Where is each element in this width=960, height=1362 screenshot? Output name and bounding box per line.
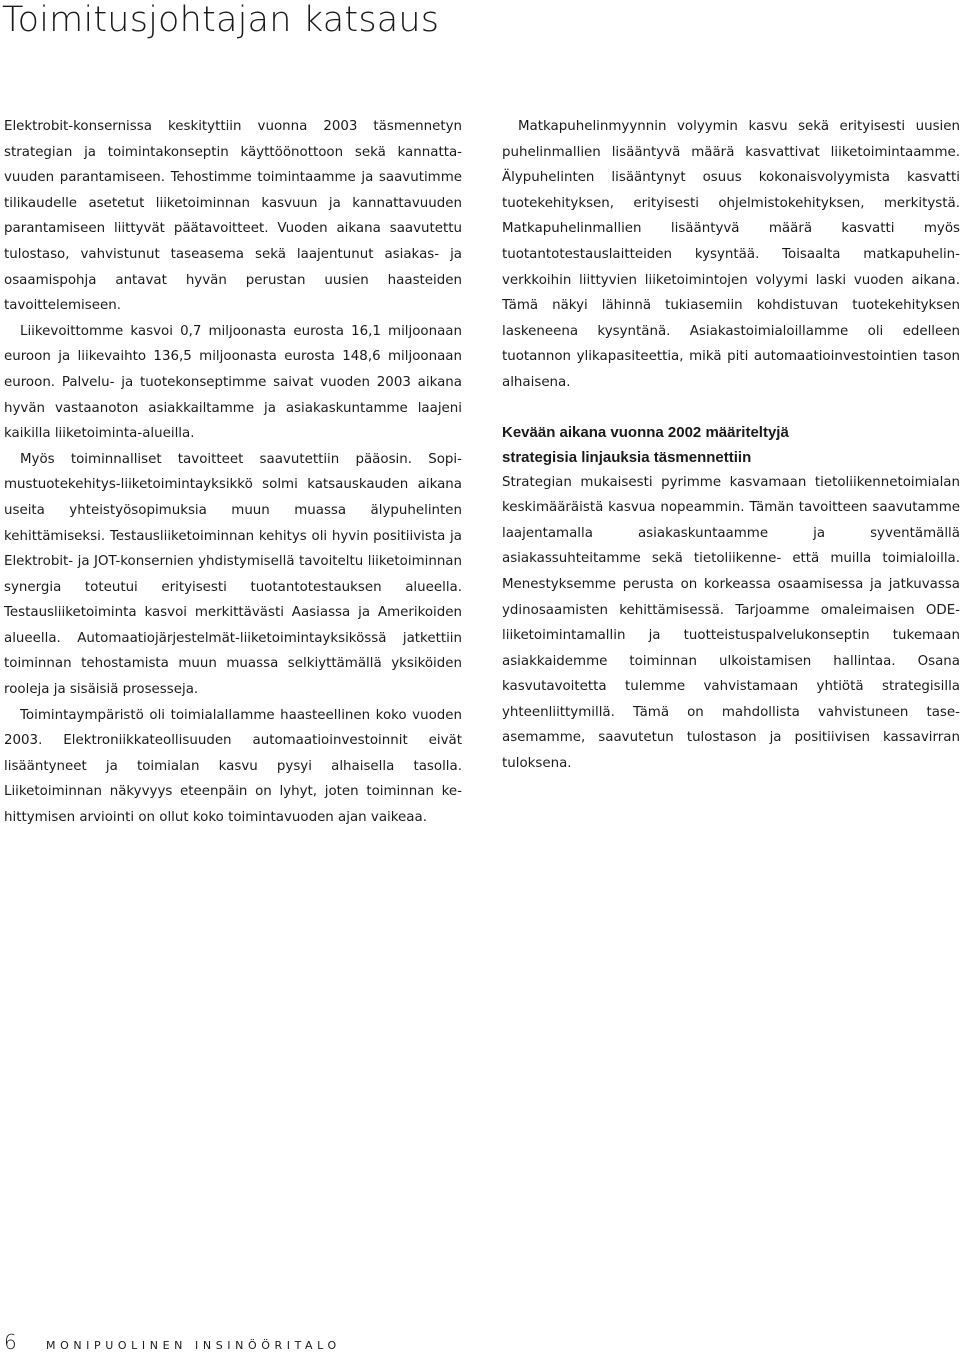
body-paragraph: Strategian mukaisesti pyrimme kasvamaan tietoliikennetoimialan keskimääräistä kasvua nopeammin. Tämän tavoitteen saavutamme laajentamalla asiakaskuntaamme ja syventämällä asiakassuhteitamme sekä tietoliikenne- että muilla toimialoilla. Menestyksemme perusta on korkeassa osaamisessa ja jatkuvassa ydinosaamisten kehittämisessä. Tarjoamme omaleimaisen ODE-liiketoimintamallin ja tuotteistuspalvelukonseptin tukemaan asiakkaidemme toiminnan ulkoistamisen hallintaa. Osana kasvutavoitetta tulemme vahvistamaan yhtiötä strategisilla yhteenliittymillä. Tämä on mahdollista vahvistuneen taseasemamme, saavutetun tulostason ja positiivisen kassavirran tuloksena. [502,474,960,772]
body-paragraph: Elektrobit-konsernissa keskityttiin vuonna 2003 täsmennetyn strategian ja toimintakonseptin käyttöönottoon sekä kannattavuuden parantamiseen. Tehostimme toimintaamme ja saavutimme tilikaudelle asetetut liiketoiminnan kasvuun ja kannattavuuden parantamiseen liittyvät päätavoitteet. Vuoden aikana saavutettu tulostaso, vahvistunut taseasema sekä laajentunut asiakas- ja osaamispohja antavat hyvän perustan uusien haasteiden tavoittelemiseen. [4,119,462,314]
body-paragraph: Liikevoittomme kasvoi 0,7 miljoonasta eurosta 16,1 miljoonaan euroon ja liikevaihto 136,5 miljoonasta eurosta 148,6 miljoonaan euroon. Palvelu- ja tuotekonseptimme saivat vuoden 2003 aikana hyvän vastaanoton asiakkailtamme ja asiakaskuntamme laajeni kaikilla liiketoiminta-alueilla. [4,323,462,442]
left-column [4,114,462,831]
body-paragraph: Myös toiminnalliset tavoitteet saavutettiin pääosin. Sopimustuotekehitys-liiketoimintayksikkö solmi katsauskauden aikana useita yhteistyösopimuksia muun muassa älypuhelinten kehittämiseksi. Testausliiketoiminnan kehitys oli hyvin positiivista ja Elektrobit- ja JOT-konsernien yhdistymisellä tavoiteltu liiketoiminnan synergia toteutui erityisesti tuotantotestauksen alueella. Testausliiketoiminta kasvoi merkittävästi Aasiassa ja Amerikoiden alueella. Automaatiojärjestelmät-liiketoimintayksikössä jatkettiin toiminnan tehostamista muun muassa selkiyttämällä yksiköiden rooleja ja sisäisiä prosesseja. [4,451,462,698]
section-heading-line-1: Kevään aikana vuonna 2002 määriteltyjä [502,423,789,441]
body-paragraph: Matkapuhelinmyynnin volyymin kasvu sekä erityisesti uusien puhelinmallien lisääntyvä määrä kasvattivat liiketoimintaamme. Älypuhelinten lisääntynyt osuus kokonaisvolyymista kasvatti tuotekehityksen, erityisesti ohjelmistokehityksen, merkitystä. Matkapuhelinmallien lisääntyvä määrä kasvatti myös tuotantotestauslaitteiden kysyntää. Toisaalta matkapuhelinverkkoihin liittyvien liiketoimintojen volyymi laski vuoden aikana. Tämä näkyi lähinnä tukiasemiin kohdistuvan tuotekehityksen laskeneena kysyntänä. Asiakastoimialoillamme oli edelleen tuotannon ylikapasiteettia, mikä piti automaatioinvestointien tason alhaisena. [502,119,960,390]
body-paragraph: Toimintaympäristö oli toimialallamme haasteellinen koko vuoden 2003. Elektroniikkateollisuuden automaatioinvestoinnit eivät lisääntyneet ja toimialan kasvu pysyi alhaisella tasolla. Liiketoiminnan näkyvyys eteenpäin on lyhyt, joten toiminnan kehittymisen arviointi on ollut koko toimintavuoden ajan vaikeaa. [4,707,462,826]
page-title: Toimitusjohtajan katsaus [2,0,440,40]
right-column [502,114,960,777]
section-heading-line-2: strategisia linjauksia täsmennettiin [502,448,752,466]
page-footer [4,1330,341,1354]
publication-name: MONIPUOLINEN INSINÖÖRITALO [46,1339,341,1352]
page-number: 6 [4,1330,17,1354]
section-heading [502,420,960,470]
